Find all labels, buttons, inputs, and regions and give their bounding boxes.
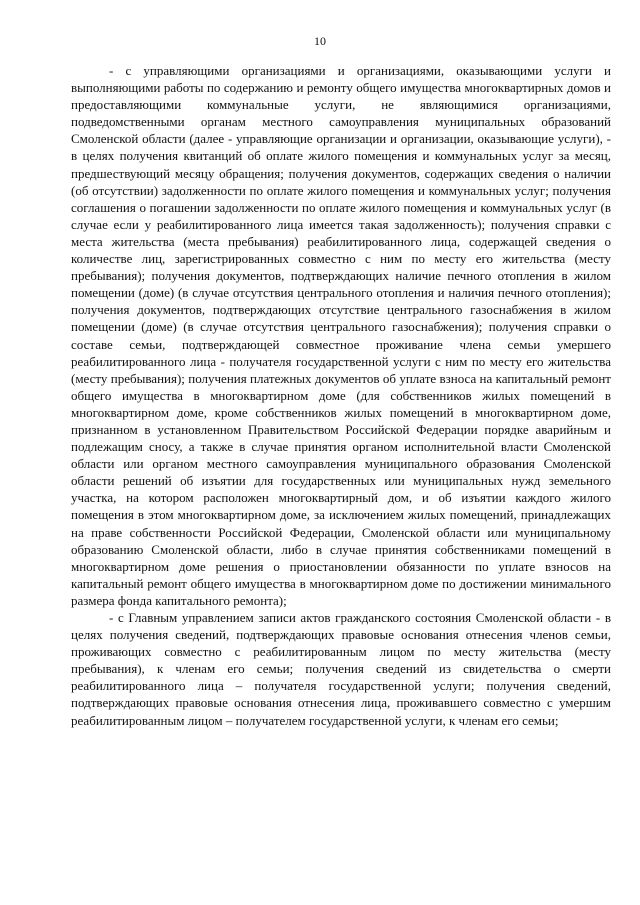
- document-body: [71, 62, 611, 729]
- paragraph-civil-registry: - с Главным управлением записи актов гражданского состояния Смоленской области - в целях получения сведений, подтверждающих правовые основания отнесения членов семьи, проживающих совместно с реабилитированным лицом по месту жительства (месту пребывания), к членам его семьи; получения сведений из свидетельства о смерти реабилитированного лица – получателя государственной услуги; получения сведений, подтверждающих правовые основания отнесения лица, проживавшего совместно с умершим реабилитированным лицом – получателем государственной услуги, к членам его семьи;: [71, 610, 611, 728]
- paragraph-management-organizations: - с управляющими организациями и организациями, оказывающими услуги и выполняющими работы по содержанию и ремонту общего имущества многоквартирных домов и предоставляющими коммунальные услуги, не являющимися организациями, подведомственными органам местного самоуправления муниципальных образований Смоленской области (далее - управляющие организации и организации, оказывающие услуги), - в целях получения квитанций об оплате жилого помещения и коммунальных услуг за месяц, предшествующий месяцу обращения; получения документов, содержащих сведения о наличии (об отсутствии) задолженности по оплате жилого помещения и коммунальных услуг; получения соглашения о погашении задолженности по оплате жилого помещения и коммунальных услуг (в случае если у реабилитированного лица имеется такая задолженность); получения справки с места жительства (места пребывания) реабилитированного лица, содержащей сведения о количестве лиц, зарегистрированных совместно с ним по месту его жительства (месту пребывания); получения документов, подтверждающих наличие печного отопления в жилом помещении (доме) (в случае отсутствия центрального отопления и наличия печного отопления); получения документов, подтверждающих отсутствие центрального газоснабжения в жилом помещении (доме) (в случае отсутствия центрального газоснабжения); получения справки о составе семьи, подтверждающей совместное проживание члена семьи умершего реабилитированного лица - получателя государственной услуги с ним по месту его жительства (месту пребывания); получения платежных документов об уплате взноса на капитальный ремонт общего имущества в многоквартирном доме (для собственников жилых помещений в многоквартирном доме, кроме собственников жилых помещений в многоквартирном доме, признанном в установленном Правительством Российской Федерации порядке аварийным и подлежащим сносу, а также в случае принятия органом исполнительной власти Смоленской области или органом местного самоуправления муниципального образования Смоленской области решений об изъятии для государственных или муниципальных нужд земельного участка, на котором расположен многоквартирный дом, и об изъятии каждого жилого помещения в этом многоквартирном доме, за исключением жилых помещений, принадлежащих на праве собственности Российской Федерации, Смоленской области или муниципальному образованию Смоленской области, либо в случае принятия собственниками помещений в многоквартирном доме решения о приостановлении обязанности по уплате взносов на капитальный ремонт общего имущества в многоквартирном доме по достижении минимального размера фонда капитального ремонта);: [71, 63, 611, 608]
- page-number: 10: [314, 34, 326, 48]
